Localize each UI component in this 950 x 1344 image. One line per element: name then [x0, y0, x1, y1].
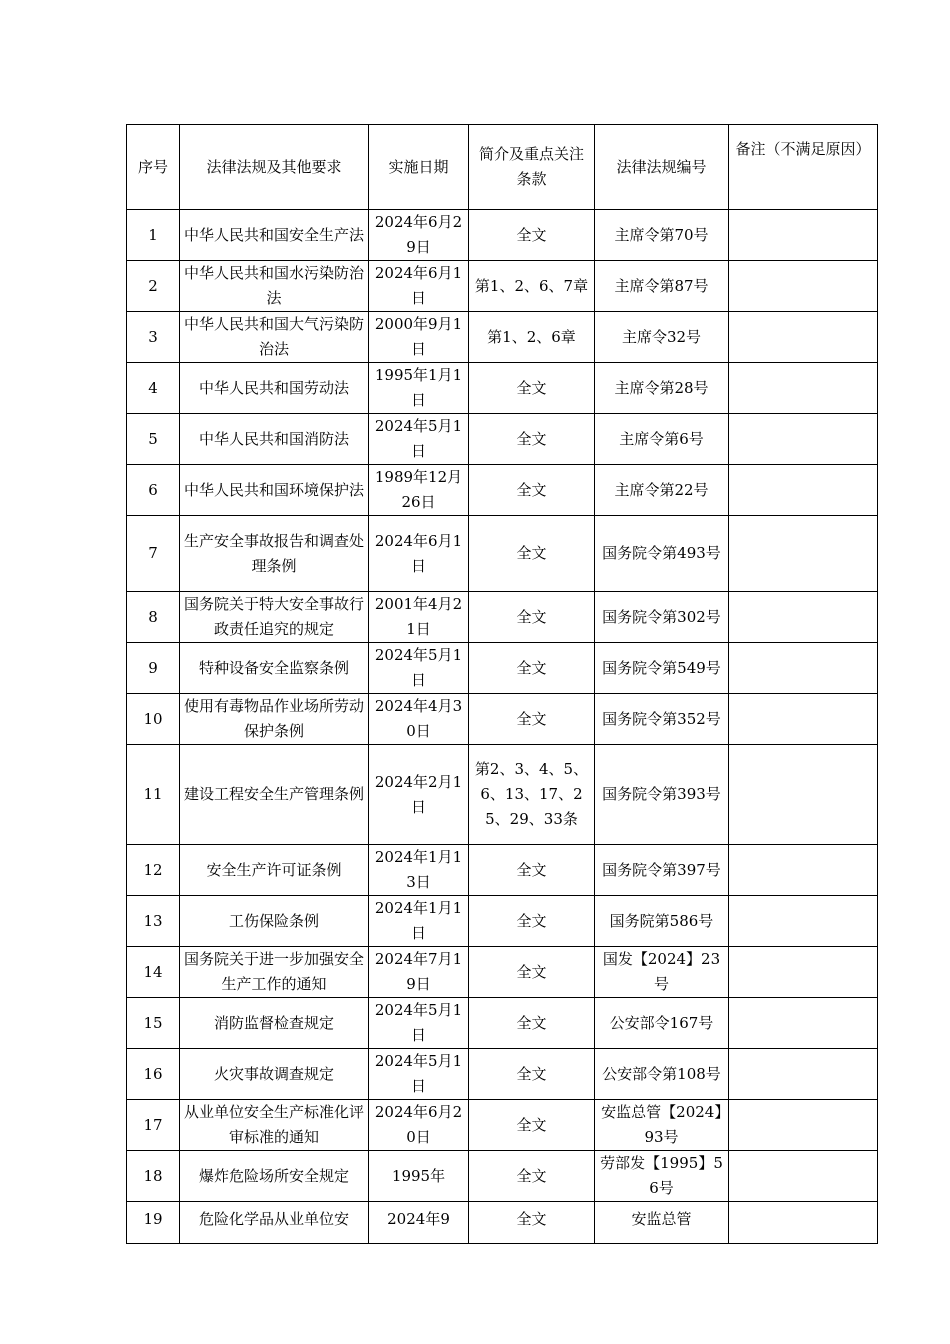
cell-scope: 第2、3、4、5、6、13、17、25、29、33条	[469, 745, 595, 845]
cell-code: 主席令第28号	[595, 363, 729, 414]
cell-name: 生产安全事故报告和调查处理条例	[180, 516, 369, 592]
cell-no: 18	[127, 1151, 180, 1202]
cell-date: 2000年9月1日	[369, 312, 469, 363]
table-row	[127, 363, 878, 414]
cell-note	[729, 363, 878, 414]
cell-no: 11	[127, 745, 180, 845]
cell-scope: 全文	[469, 516, 595, 592]
table-row	[127, 465, 878, 516]
cell-name: 消防监督检查规定	[180, 998, 369, 1049]
cell-code: 国务院令第493号	[595, 516, 729, 592]
cell-code: 国务院令第393号	[595, 745, 729, 845]
cell-note	[729, 1202, 878, 1244]
cell-date: 2024年5月1日	[369, 998, 469, 1049]
table-row	[127, 1100, 878, 1151]
cell-name: 中华人民共和国环境保护法	[180, 465, 369, 516]
cell-scope: 全文	[469, 465, 595, 516]
cell-no: 10	[127, 694, 180, 745]
cell-scope: 全文	[469, 643, 595, 694]
table-row	[127, 694, 878, 745]
cell-note	[729, 414, 878, 465]
header-cell-scope: 简介及重点关注条款	[469, 125, 595, 210]
cell-no: 2	[127, 261, 180, 312]
cell-code: 国务院令第549号	[595, 643, 729, 694]
table-row	[127, 1202, 878, 1244]
cell-date: 2024年1月1日	[369, 896, 469, 947]
cell-name: 建设工程安全生产管理条例	[180, 745, 369, 845]
cell-name: 国务院关于特大安全事故行政责任追究的规定	[180, 592, 369, 643]
table-row	[127, 516, 878, 592]
cell-note	[729, 694, 878, 745]
cell-code: 国务院令第352号	[595, 694, 729, 745]
cell-date: 2024年1月13日	[369, 845, 469, 896]
cell-date: 2024年5月1日	[369, 643, 469, 694]
table-row	[127, 998, 878, 1049]
cell-date: 2024年9	[369, 1202, 469, 1244]
cell-name: 火灾事故调查规定	[180, 1049, 369, 1100]
cell-no: 7	[127, 516, 180, 592]
cell-scope: 第1、2、6、7章	[469, 261, 595, 312]
cell-code: 安监总管	[595, 1202, 729, 1244]
cell-no: 3	[127, 312, 180, 363]
cell-date: 2024年4月30日	[369, 694, 469, 745]
cell-scope: 全文	[469, 1151, 595, 1202]
regulations-table	[126, 124, 878, 1244]
cell-note	[729, 516, 878, 592]
cell-no: 19	[127, 1202, 180, 1244]
cell-no: 16	[127, 1049, 180, 1100]
cell-date: 1995年1月1日	[369, 363, 469, 414]
cell-code: 主席令第22号	[595, 465, 729, 516]
cell-note	[729, 998, 878, 1049]
cell-note	[729, 947, 878, 998]
cell-code: 国务院令第302号	[595, 592, 729, 643]
cell-no: 12	[127, 845, 180, 896]
table-row	[127, 947, 878, 998]
cell-no: 4	[127, 363, 180, 414]
cell-note	[729, 465, 878, 516]
cell-no: 15	[127, 998, 180, 1049]
cell-date: 1995年	[369, 1151, 469, 1202]
header-cell-no: 序号	[127, 125, 180, 210]
table-row	[127, 592, 878, 643]
cell-scope: 全文	[469, 592, 595, 643]
cell-name: 安全生产许可证条例	[180, 845, 369, 896]
cell-scope: 全文	[469, 414, 595, 465]
cell-code: 主席令第6号	[595, 414, 729, 465]
cell-no: 5	[127, 414, 180, 465]
cell-code: 劳部发【1995】56号	[595, 1151, 729, 1202]
cell-no: 1	[127, 210, 180, 261]
cell-code: 安监总管【2024】93号	[595, 1100, 729, 1151]
cell-no: 8	[127, 592, 180, 643]
cell-scope: 第1、2、6章	[469, 312, 595, 363]
cell-code: 主席令32号	[595, 312, 729, 363]
cell-no: 9	[127, 643, 180, 694]
cell-date: 2024年5月1日	[369, 414, 469, 465]
cell-scope: 全文	[469, 845, 595, 896]
table-row	[127, 643, 878, 694]
cell-scope: 全文	[469, 1202, 595, 1244]
cell-name: 中华人民共和国大气污染防治法	[180, 312, 369, 363]
header-row	[127, 125, 878, 210]
cell-note	[729, 1151, 878, 1202]
table-row	[127, 745, 878, 845]
table-row	[127, 414, 878, 465]
cell-date: 2024年6月20日	[369, 1100, 469, 1151]
cell-note	[729, 312, 878, 363]
cell-note	[729, 1100, 878, 1151]
cell-no: 13	[127, 896, 180, 947]
table-row	[127, 312, 878, 363]
cell-name: 危险化学品从业单位安	[180, 1202, 369, 1244]
cell-no: 14	[127, 947, 180, 998]
cell-scope: 全文	[469, 998, 595, 1049]
cell-name: 工伤保险条例	[180, 896, 369, 947]
cell-note	[729, 896, 878, 947]
cell-scope: 全文	[469, 694, 595, 745]
table-row	[127, 210, 878, 261]
cell-code: 公安部令第108号	[595, 1049, 729, 1100]
header-cell-name: 法律法规及其他要求	[180, 125, 369, 210]
cell-name: 爆炸危险场所安全规定	[180, 1151, 369, 1202]
cell-date: 1989年12月26日	[369, 465, 469, 516]
cell-scope: 全文	[469, 1049, 595, 1100]
cell-scope: 全文	[469, 896, 595, 947]
cell-name: 中华人民共和国劳动法	[180, 363, 369, 414]
cell-date: 2024年5月1日	[369, 1049, 469, 1100]
cell-date: 2001年4月21日	[369, 592, 469, 643]
cell-date: 2024年6月29日	[369, 210, 469, 261]
cell-code: 国发【2024】23号	[595, 947, 729, 998]
cell-name: 中华人民共和国消防法	[180, 414, 369, 465]
table-row	[127, 1151, 878, 1202]
cell-code: 国务院令第397号	[595, 845, 729, 896]
cell-name: 中华人民共和国水污染防治法	[180, 261, 369, 312]
header-cell-date: 实施日期	[369, 125, 469, 210]
cell-name: 特种设备安全监察条例	[180, 643, 369, 694]
header-cell-code: 法律法规编号	[595, 125, 729, 210]
cell-note	[729, 745, 878, 845]
cell-note	[729, 845, 878, 896]
cell-name: 国务院关于进一步加强安全生产工作的通知	[180, 947, 369, 998]
cell-note	[729, 261, 878, 312]
table-row	[127, 261, 878, 312]
cell-note	[729, 210, 878, 261]
cell-no: 17	[127, 1100, 180, 1151]
cell-code: 公安部令167号	[595, 998, 729, 1049]
cell-scope: 全文	[469, 210, 595, 261]
cell-date: 2024年7月19日	[369, 947, 469, 998]
cell-code: 主席令第87号	[595, 261, 729, 312]
cell-scope: 全文	[469, 947, 595, 998]
table-row	[127, 845, 878, 896]
table-row	[127, 1049, 878, 1100]
table-row	[127, 896, 878, 947]
cell-date: 2024年6月1日	[369, 516, 469, 592]
cell-scope: 全文	[469, 1100, 595, 1151]
cell-name: 从业单位安全生产标准化评审标准的通知	[180, 1100, 369, 1151]
cell-no: 6	[127, 465, 180, 516]
cell-note	[729, 643, 878, 694]
cell-date: 2024年2月1日	[369, 745, 469, 845]
cell-note	[729, 592, 878, 643]
cell-note	[729, 1049, 878, 1100]
cell-date: 2024年6月1日	[369, 261, 469, 312]
cell-code: 国务院第586号	[595, 896, 729, 947]
header-cell-note: 备注（不满足原因）	[729, 125, 878, 210]
cell-name: 中华人民共和国安全生产法	[180, 210, 369, 261]
cell-scope: 全文	[469, 363, 595, 414]
cell-name: 使用有毒物品作业场所劳动保护条例	[180, 694, 369, 745]
cell-code: 主席令第70号	[595, 210, 729, 261]
